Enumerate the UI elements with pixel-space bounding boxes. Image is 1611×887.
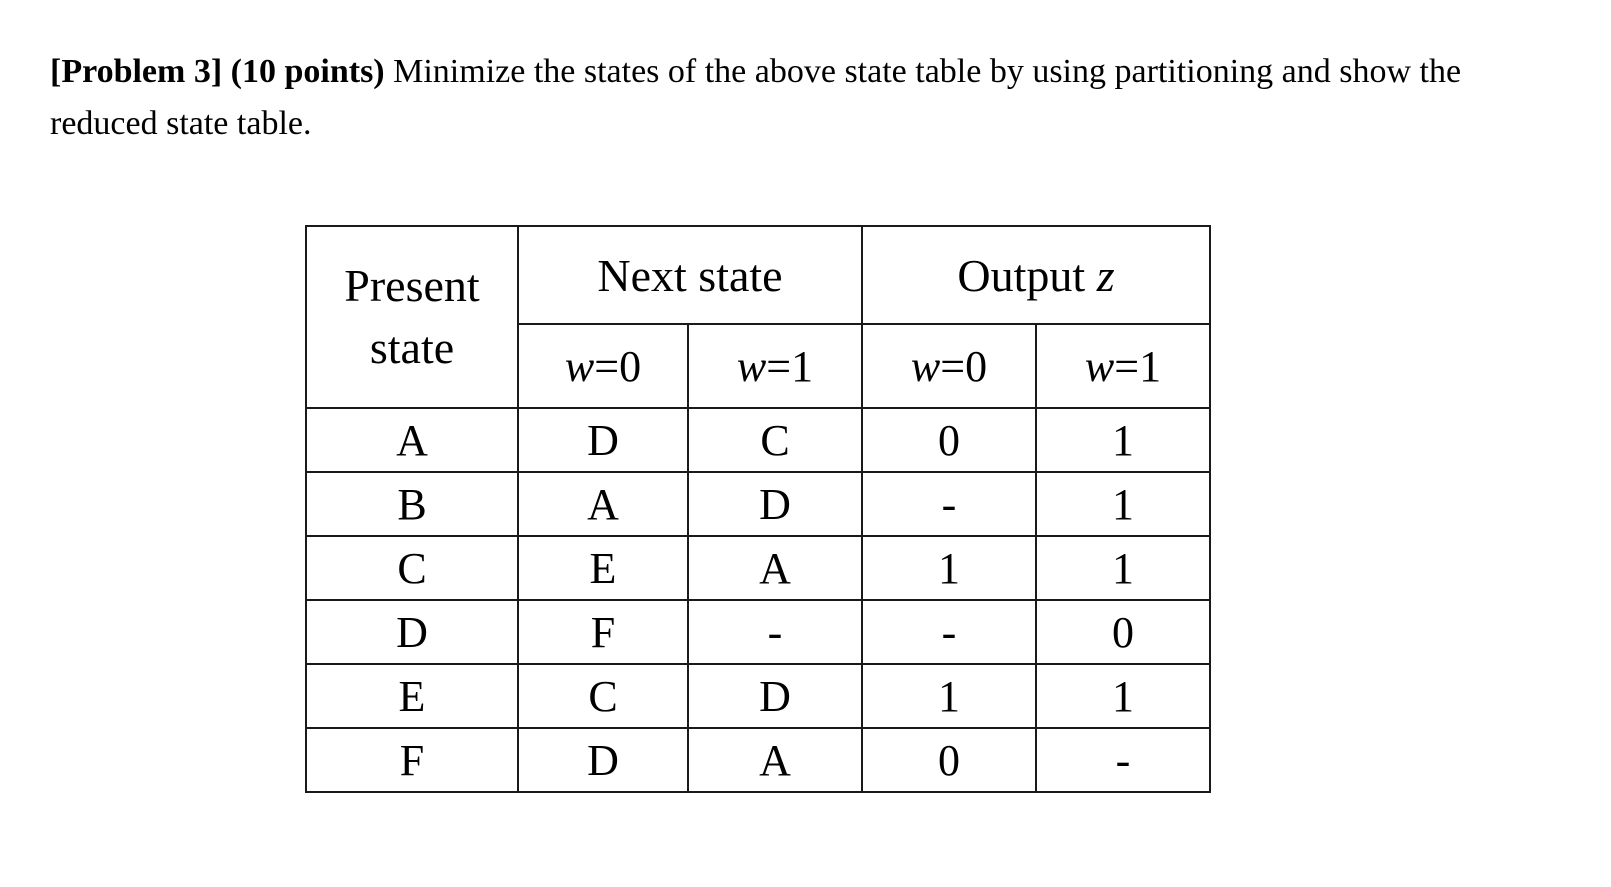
next-state-w0-header [518, 324, 688, 408]
w-variable: w [564, 341, 595, 391]
output-w1-cell: 1 [1036, 536, 1210, 600]
output-w0-cell: 1 [862, 664, 1036, 728]
present-state-cell: E [306, 664, 518, 728]
output-w0-cell: 0 [862, 728, 1036, 792]
problem-text: Minimize the states of the above state table by using partitioning and show the reduced state table. [50, 53, 1462, 142]
table-row [306, 664, 1210, 728]
output-w1-cell: 1 [1036, 408, 1210, 472]
output-w1-cell: 1 [1036, 472, 1210, 536]
next-state-header: Next state [518, 226, 862, 324]
output-w0-cell: - [862, 600, 1036, 664]
present-state-cell: D [306, 600, 518, 664]
output-w1-header [1036, 324, 1210, 408]
output-header [862, 226, 1210, 324]
table-row [306, 536, 1210, 600]
next-state-w0-cell: D [518, 408, 688, 472]
output-w0-cell: 1 [862, 536, 1036, 600]
table-row [306, 472, 1210, 536]
present-state-cell: A [306, 408, 518, 472]
w-variable: w [736, 341, 767, 391]
problem-heading: [Problem 3] (10 points) [50, 53, 385, 90]
output-w1-cell: 0 [1036, 600, 1210, 664]
output-header-label: Output [957, 249, 1086, 301]
w1-value: =1 [1114, 341, 1162, 391]
output-w1-cell: - [1036, 728, 1210, 792]
w-variable: w [1084, 341, 1115, 391]
next-state-w1-cell: - [688, 600, 862, 664]
output-w0-cell: - [862, 472, 1036, 536]
table-row [306, 600, 1210, 664]
problem-statement [50, 46, 1570, 150]
next-state-w1-cell: C [688, 408, 862, 472]
table-row [306, 408, 1210, 472]
present-state-cell: B [306, 472, 518, 536]
table-row [306, 728, 1210, 792]
w0-value: =0 [940, 341, 988, 391]
next-state-w0-cell: D [518, 728, 688, 792]
next-state-w1-header [688, 324, 862, 408]
header-row-top [306, 226, 1210, 324]
next-state-w0-cell: C [518, 664, 688, 728]
present-state-header-line1: Present [344, 260, 480, 311]
next-state-w0-cell: E [518, 536, 688, 600]
present-state-header-line2: state [369, 322, 455, 373]
next-state-w1-cell: D [688, 472, 862, 536]
output-variable: z [1096, 249, 1115, 301]
state-table [305, 225, 1211, 793]
next-state-w1-cell: D [688, 664, 862, 728]
next-state-w1-cell: A [688, 728, 862, 792]
present-state-header [306, 226, 518, 408]
output-w1-cell: 1 [1036, 664, 1210, 728]
present-state-cell: C [306, 536, 518, 600]
next-state-w0-cell: F [518, 600, 688, 664]
w1-value: =1 [766, 341, 814, 391]
next-state-w1-cell: A [688, 536, 862, 600]
w-variable: w [910, 341, 941, 391]
w0-value: =0 [594, 341, 642, 391]
present-state-cell: F [306, 728, 518, 792]
output-w0-cell: 0 [862, 408, 1036, 472]
output-w0-header [862, 324, 1036, 408]
next-state-w0-cell: A [518, 472, 688, 536]
